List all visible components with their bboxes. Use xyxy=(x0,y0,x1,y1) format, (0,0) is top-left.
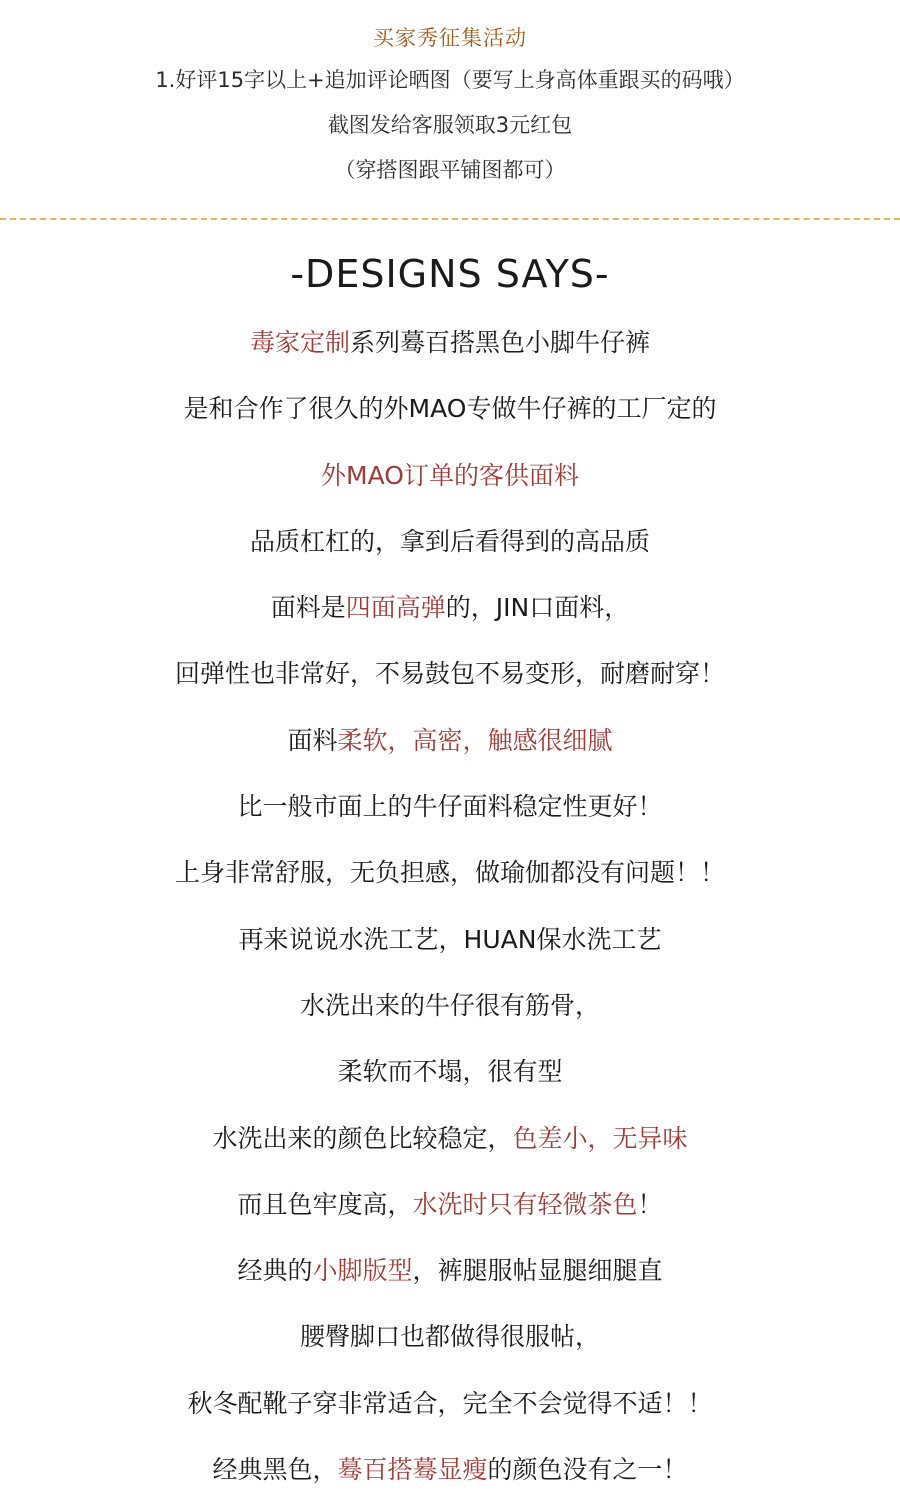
description-line xyxy=(0,376,900,442)
description-line xyxy=(0,1304,900,1370)
description-line xyxy=(0,1039,900,1105)
description-text: 经典的 xyxy=(237,1256,313,1286)
promo-line-review: 1.好评15字以上+追加评论晒图（要写上身高体重跟买的码哦） xyxy=(155,68,745,92)
description-text: 柔软而不塌，很有型 xyxy=(337,1057,563,1087)
designs-says-heading: -DESIGNS SAYS- xyxy=(290,252,610,296)
description-text: 再来说说水洗工艺，HUAN保水洗工艺 xyxy=(238,924,662,954)
highlighted-text: 毒家定制 xyxy=(249,328,350,357)
highlighted-text: 水洗时只有轻微茶色 xyxy=(412,1189,638,1219)
description-text: ！ xyxy=(637,1189,663,1219)
dashed-divider xyxy=(0,218,900,220)
description-line xyxy=(0,708,900,774)
description-line xyxy=(0,1437,900,1503)
description-line xyxy=(0,509,900,575)
description-text: 水洗出来的颜色比较稳定， xyxy=(212,1123,513,1153)
description-text: 是和合作了很久的外MAO专做牛仔裤的工厂定的 xyxy=(183,394,717,424)
description-text: 面料 xyxy=(287,725,338,755)
highlighted-text: 四面高弹 xyxy=(345,593,446,623)
highlighted-text: 色差小，无异味 xyxy=(512,1123,688,1153)
highlighted-text: 外MAO订单的客供面料 xyxy=(321,460,579,490)
description-text: 比一般市面上的牛仔面料稳定性更好！ xyxy=(237,792,663,822)
highlighted-text: 蓦百搭蓦显瘦 xyxy=(337,1455,488,1485)
product-description xyxy=(0,310,900,1503)
description-text: 水洗出来的牛仔很有筋骨， xyxy=(299,990,600,1020)
description-line xyxy=(0,443,900,509)
promo-line-reward: 截图发给客服领取3元红包 xyxy=(327,113,573,137)
highlighted-text: 柔软，高密，触感很细腻 xyxy=(337,725,613,755)
description-text: 回弹性也非常好，不易鼓包不易变形，耐磨耐穿！ xyxy=(174,659,725,689)
description-text: 经典黑色， xyxy=(212,1455,338,1485)
description-line xyxy=(0,973,900,1039)
description-text: 腰臀脚口也都做得很服帖， xyxy=(299,1322,600,1352)
description-line xyxy=(0,1371,900,1437)
description-text: 的颜色没有之一！ xyxy=(487,1455,688,1485)
description-line xyxy=(0,1106,900,1172)
highlighted-text: 小脚版型 xyxy=(312,1256,413,1286)
description-text: 而且色牢度高， xyxy=(237,1189,413,1219)
description-text: 的，JIN口面料， xyxy=(445,593,630,623)
description-line xyxy=(0,310,900,376)
description-line xyxy=(0,774,900,840)
description-line xyxy=(0,641,900,707)
description-line xyxy=(0,840,900,906)
description-text: ，裤腿服帖显腿细腿直 xyxy=(412,1256,663,1286)
description-line xyxy=(0,1238,900,1304)
description-text: 品质杠杠的，拿到后看得到的高品质 xyxy=(249,526,650,556)
description-text: 秋冬配靴子穿非常适合，完全不会觉得不适！！ xyxy=(187,1388,713,1418)
description-text: 面料是 xyxy=(270,593,346,623)
description-line xyxy=(0,907,900,973)
promo-line-note: （穿搭图跟平铺图都可） xyxy=(334,158,566,182)
promo-section xyxy=(0,18,900,193)
description-line xyxy=(0,1172,900,1238)
description-line xyxy=(0,575,900,641)
description-text: 系列蓦百搭黑色小脚牛仔裤 xyxy=(350,328,651,357)
promo-title: 买家秀征集活动 xyxy=(373,26,527,50)
description-text: 上身非常舒服，无负担感，做瑜伽都没有问题！！ xyxy=(174,858,725,888)
